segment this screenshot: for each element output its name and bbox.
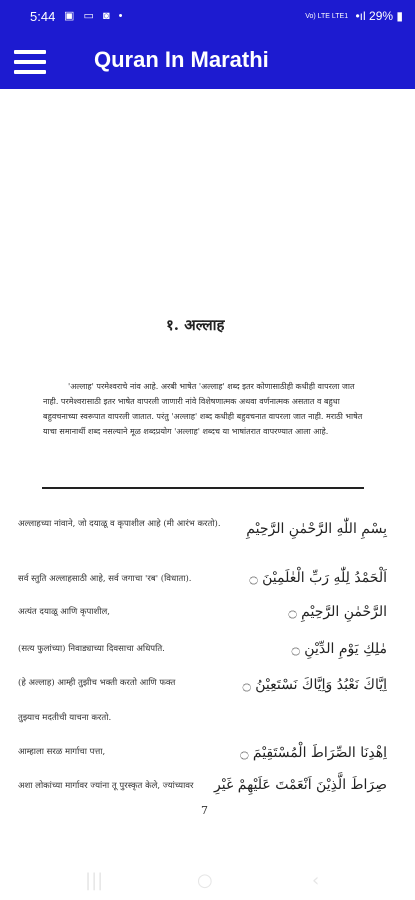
app-title: Quran In Marathi — [94, 47, 269, 72]
verse-marathi: सर्व स्तुति अल्लाहसाठी आहे, सर्व जगाचा 'रब' (विधाता). — [18, 574, 192, 584]
status-bar — [0, 0, 415, 34]
status-right — [305, 9, 403, 23]
network-label: Vo) LTE LTE1 — [305, 13, 349, 21]
quran-page-image — [0, 89, 415, 900]
divider — [42, 487, 364, 489]
verse-arabic: الرَّحْمٰنِ الرَّحِيْمِ ۝ — [288, 604, 387, 620]
intro-paragraph: 'अल्लाह' परमेश्वराचे नांव आहे. अरबी भाषेत 'अल्लाह' शब्द इतर कोणासाठीही कधीही वापरला जात नाही. परमेश्वरासाठी इतर भाषेत वापरली जाणारी नांवे विशेषणात्मक अथवा वर्णनात्मक असतात व बहुधा बहुवचनाच्या स्वरूपात वापरली जातात. परंतु 'अल्लाह' शब्द कधीही बहुवचनात वापरला जात नाही. मराठी भाषेत याचा समानार्थी शब्द नसल्याने मूळ शब्दप्रयोग 'अल्लाह' शब्दच या भाषांतरात वापरण्यात आला आहे. — [43, 382, 363, 436]
screen-notification-icon: ▭ — [83, 10, 97, 22]
recents-icon[interactable]: ||| — [85, 870, 104, 891]
verse-marathi: आम्हाला सरळ मार्गाचा पत्ता, — [18, 747, 106, 757]
verse-arabic: اِيَّاكَ نَعْبُدُ وَاِيَّاكَ نَسْتَعِيْنُ ۝ — [242, 677, 387, 693]
verse-arabic: صِرَاطَ الَّذِيْنَ اَنْعَمْتَ عَلَيْهِمْ غَيْرِ — [214, 777, 387, 793]
verse-marathi: अशा लोकांच्या मार्गावर ज्यांना तू पुरस्कृत केले, ज्यांच्यावर — [18, 781, 194, 791]
verse-marathi: अत्यंत दयाळू आणि कृपाशील, — [18, 607, 110, 617]
chapter-heading: १. अल्लाह — [166, 316, 225, 334]
verse-arabic: بِسْمِ اللّٰهِ الرَّحْمٰنِ الرَّحِيْمِ — [246, 521, 387, 537]
image-notification-icon: ▣ — [64, 10, 78, 22]
verse-marathi: तुझ्याच मदतीची याचना करतो. — [18, 713, 112, 723]
verse-marathi: (सत्य फुलांच्या) निवाड्याच्या दिवसाचा अधिपति. — [18, 644, 165, 654]
verse-arabic: مٰلِكِ يَوْمِ الدِّيْنِ ۝ — [291, 641, 387, 657]
battery-icon: ▮ — [396, 9, 403, 23]
verse-marathi: (हे अल्लाह) आम्ही तुझीच भक्ती करतो आणि फक्त — [18, 678, 176, 688]
verse-marathi: अल्लाहच्या नांवाने, जो दयाळू व कृपाशील आहे (मी आरंभ करतो). — [18, 519, 221, 529]
app-notification-icon: ◙ — [102, 10, 113, 22]
page-number: 7 — [201, 804, 208, 817]
notification-icons — [64, 9, 126, 22]
menu-icon[interactable] — [14, 50, 46, 74]
app-bar — [0, 34, 415, 89]
back-icon[interactable]: ‹ — [312, 870, 320, 891]
verse-arabic: اَلْحَمْدُ لِلّٰهِ رَبِّ الْعٰلَمِيْنَ ۝ — [249, 570, 387, 586]
dot-icon: • — [118, 10, 126, 22]
battery-percent: 29% — [369, 9, 394, 23]
status-time: 5:44 — [30, 9, 56, 24]
home-icon[interactable]: ○ — [197, 870, 213, 891]
verse-arabic: اِهْدِنَا الصِّرَاطَ الْمُسْتَقِيْمَ ۝ — [240, 745, 387, 761]
system-nav-bar — [0, 820, 415, 900]
signal-icon: •ıl — [355, 9, 366, 23]
